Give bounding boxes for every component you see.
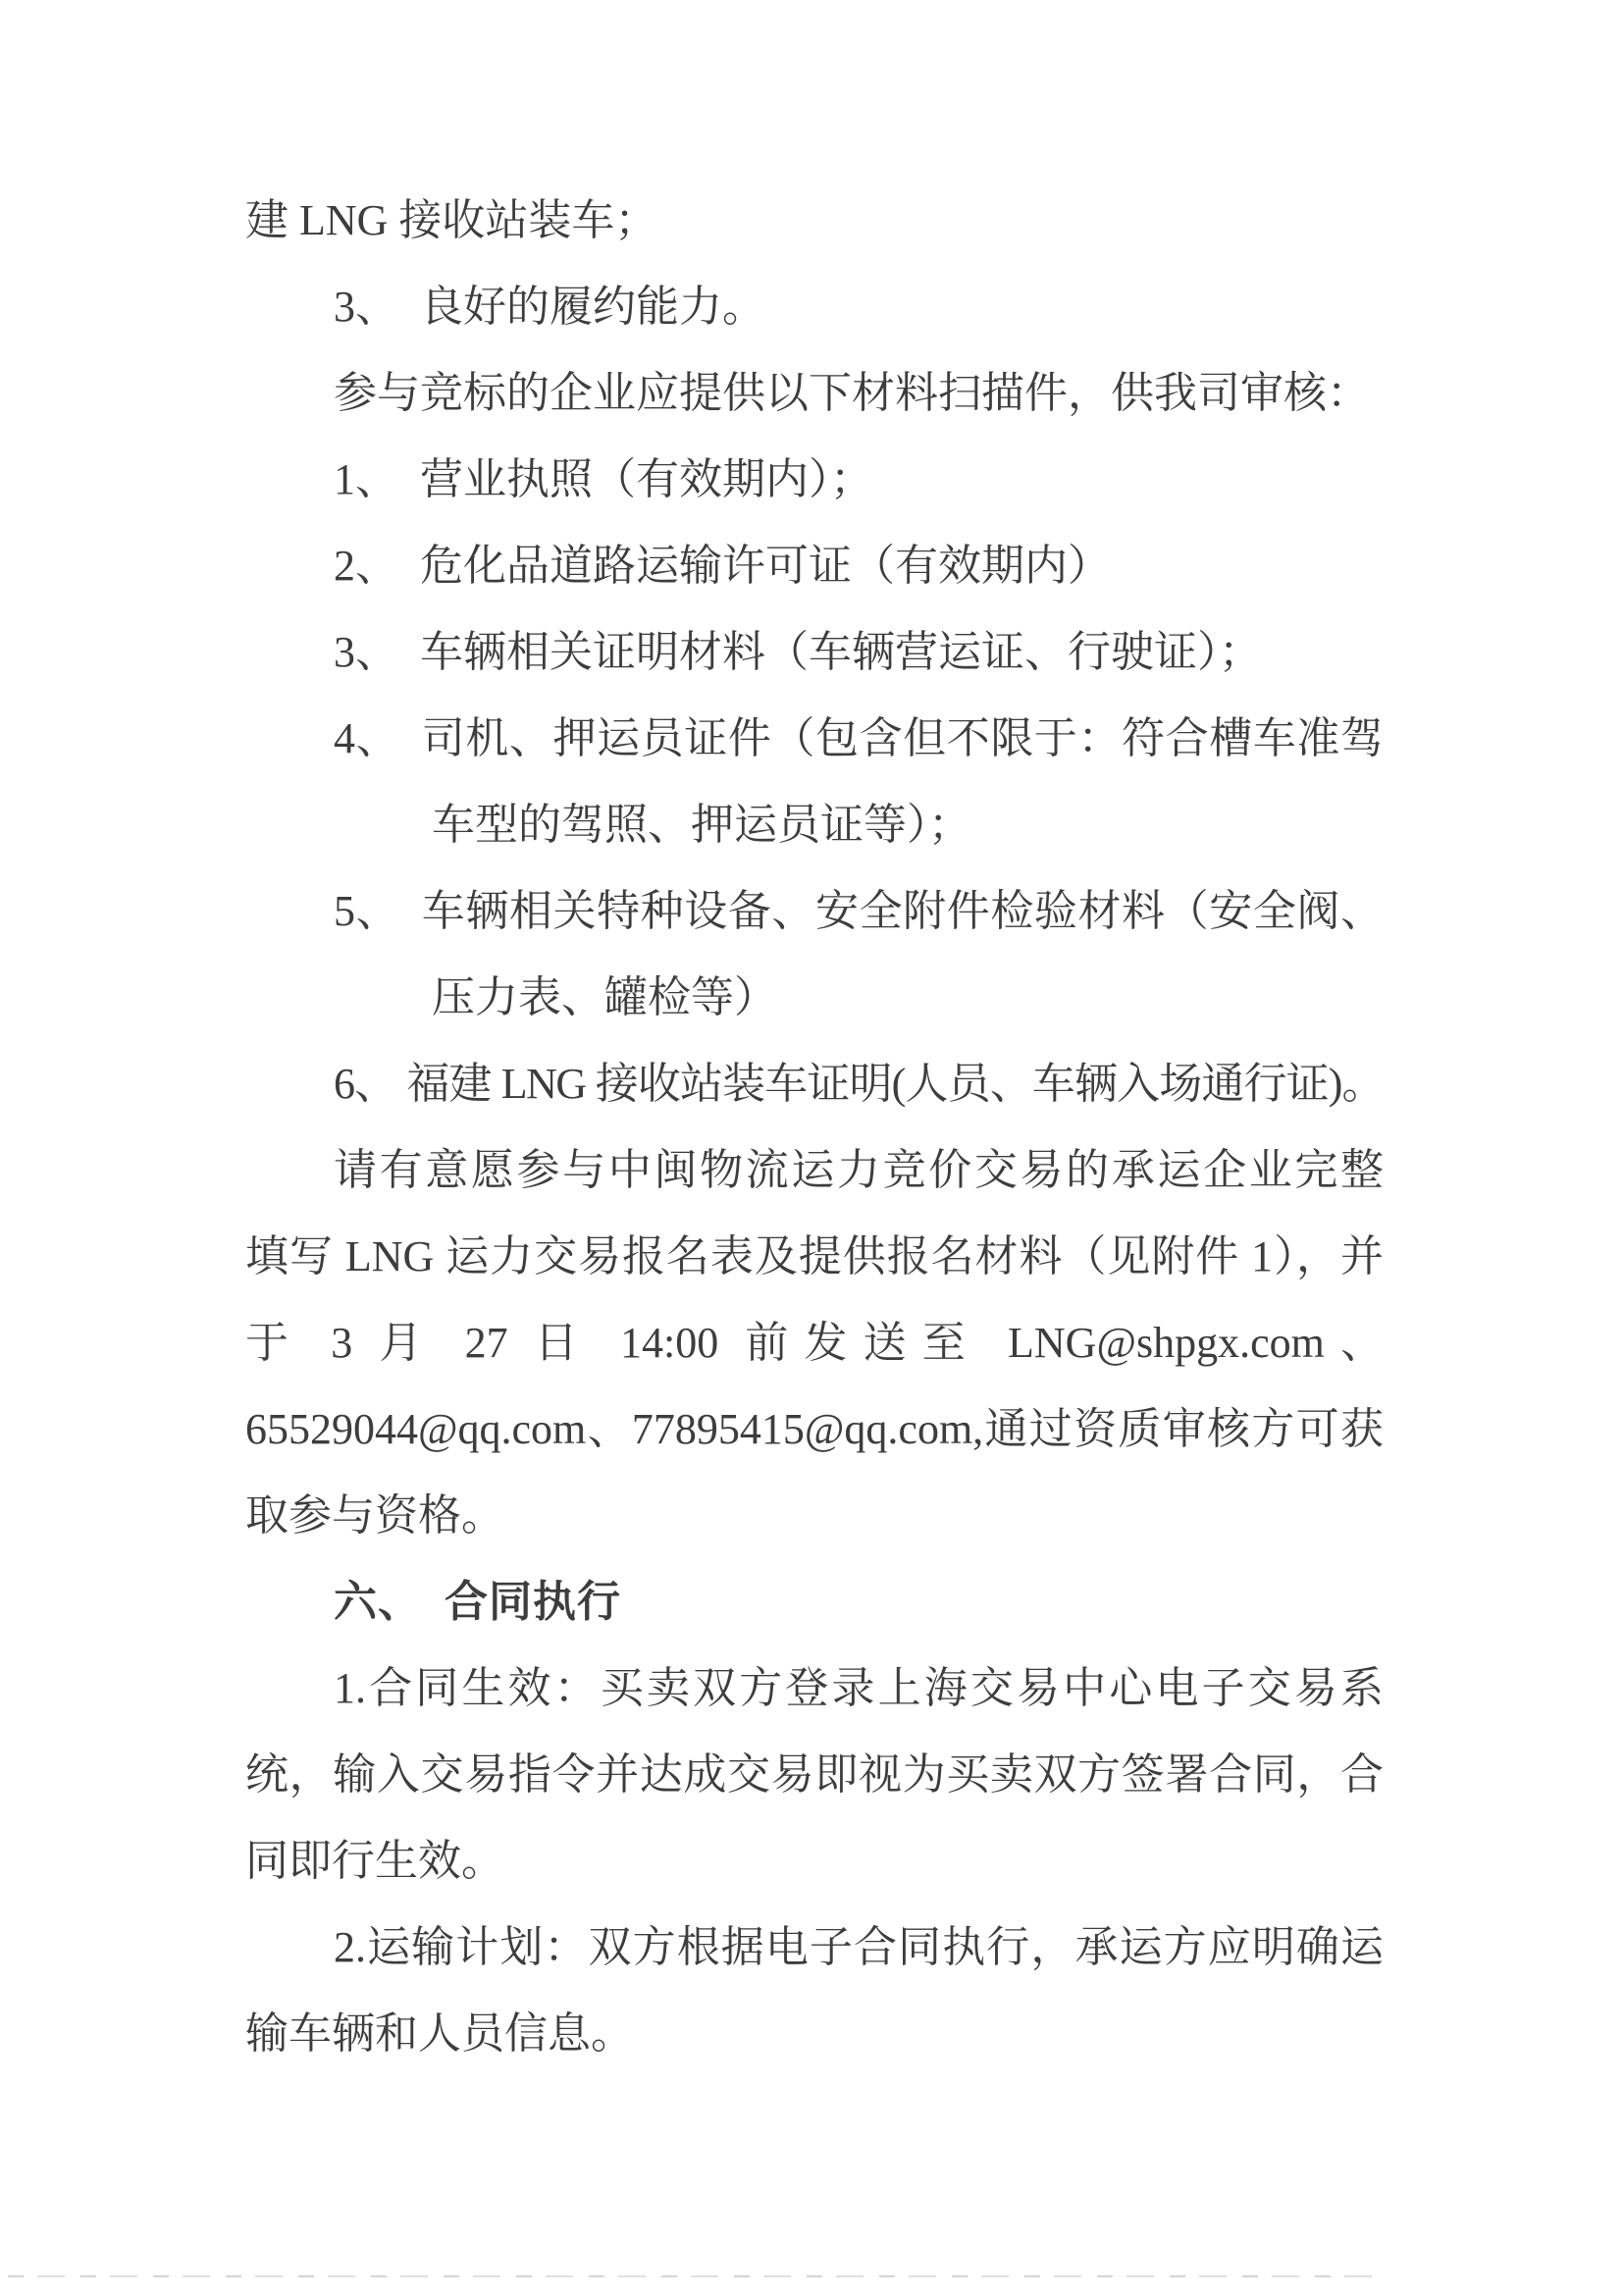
paragraph-contract-effective-line-2: 统，输入交易指令并达成交易即视为买卖双方签署合同，合 [245, 1750, 1384, 1799]
list-item-material-5-continuation: 压力表、罐检等） [432, 973, 777, 1021]
list-item-material-6-loading-proof: 6、 福建 LNG 接收站装车证明(人员、车辆入场通行证)。 [334, 1060, 1384, 1108]
paragraph-transport-plan-line-1: 2.运输计划：双方根据电子合同执行，承运方应明确运 [334, 1923, 1384, 1971]
document-body [245, 178, 1384, 2077]
paragraph-registration-deadline-emails: 于 3 月 27 日 14:00 前发送至 LNG@shpgx.com、 [245, 1319, 1384, 1367]
list-item-material-4-continuation: 车型的驾照、押运员证等）； [432, 801, 971, 849]
section-heading-contract-execution: 六、 合同执行 [334, 1578, 621, 1626]
scanner-noise-line [8, 2275, 1382, 2277]
list-item-material-3-vehicle-certificates: 3、 车辆相关证明材料（车辆营运证、行驶证）； [334, 628, 1262, 676]
list-item-material-1-business-license: 1、 营业执照（有效期内）； [334, 455, 873, 503]
paragraph-registration-qq-emails: 65529044@qq.com、77895415@qq.com,通过资质审核方可获 [245, 1405, 1384, 1453]
paragraph-registration-line-5: 取参与资格。 [245, 1491, 504, 1539]
paragraph-registration-line-1: 请有意愿参与中闽物流运力竞价交易的承运企业完整 [334, 1146, 1384, 1194]
paragraph-contract-effective-line-1: 1.合同生效：买卖双方登录上海交易中心电子交易系 [334, 1664, 1384, 1712]
list-item-material-2-transport-permit: 2、 危化品道路运输许可证（有效期内） [334, 542, 1111, 590]
list-item-material-5-special-equipment: 5、 车辆相关特种设备、安全附件检验材料（安全阀、 [334, 887, 1384, 935]
paragraph-registration-line-2: 填写 LNG 运力交易报名表及提供报名材料（见附件 1），并 [245, 1232, 1384, 1280]
paragraph-materials-intro: 参与竞标的企业应提供以下材料扫描件，供我司审核： [334, 369, 1370, 417]
paragraph-contract-effective-line-3: 同即行生效。 [245, 1837, 504, 1885]
paragraph-transport-plan-line-2: 输车辆和人员信息。 [245, 2009, 634, 2058]
list-item-material-4-driver-escort-certificates: 4、 司机、押运员证件（包含但不限于：符合槽车准驾 [334, 714, 1384, 762]
line-continuation-loading-station: 建 LNG 接收站装车； [245, 196, 658, 244]
list-item-qualification-3: 3、 良好的履约能力。 [334, 283, 765, 331]
